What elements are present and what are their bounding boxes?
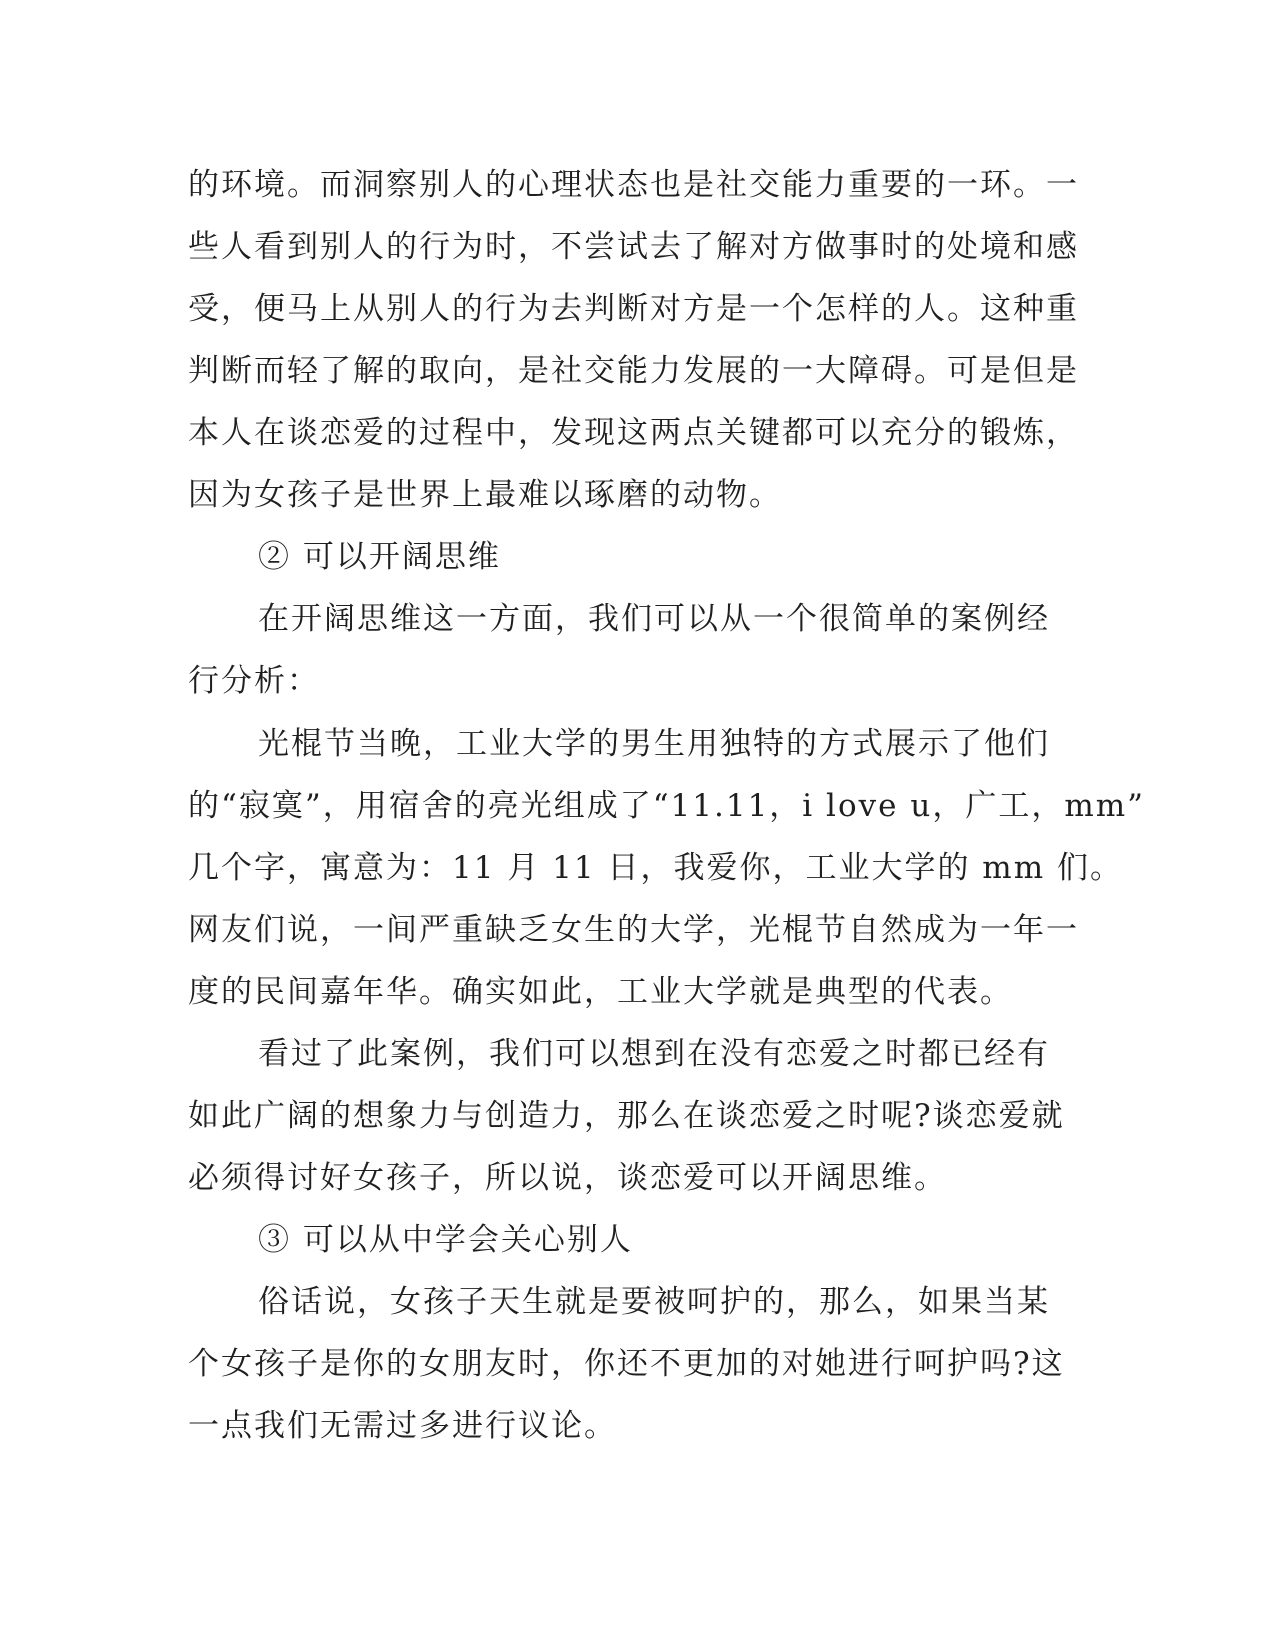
paragraph-line: 因为女孩子是世界上最难以琢磨的动物。 — [188, 477, 782, 513]
paragraph-line: 受，便马上从别人的行为去判断对方是一个怎样的人。这种重 — [188, 291, 1079, 327]
paragraph-line: 几个字，寓意为：11 月 11 日，我爱你，工业大学的 mm 们。 — [188, 850, 1123, 886]
paragraph-line: 本人在谈恋爱的过程中，发现这两点关键都可以充分的锻炼， — [188, 415, 1079, 451]
section-heading: ③ 可以从中学会关心别人 — [258, 1222, 633, 1258]
paragraph-line: 的“寂寞”，用宿舍的亮光组成了“11.11，i love u，广工，mm” — [188, 788, 1145, 824]
paragraph-line: 些人看到别人的行为时，不尝试去了解对方做事时的处境和感 — [188, 229, 1079, 265]
paragraph-line: 看过了此案例，我们可以想到在没有恋爱之时都已经有 — [258, 1036, 1050, 1072]
paragraph-line: 在开阔思维这一方面，我们可以从一个很简单的案例经 — [258, 601, 1050, 637]
paragraph-line: 一点我们无需过多进行议论。 — [188, 1408, 617, 1444]
paragraph-line: 必须得讨好女孩子，所以说，谈恋爱可以开阔思维。 — [188, 1160, 947, 1196]
paragraph-line: 网友们说，一间严重缺乏女生的大学，光棍节自然成为一年一 — [188, 912, 1079, 948]
paragraph-line: 光棍节当晚，工业大学的男生用独特的方式展示了他们 — [258, 726, 1050, 762]
paragraph-line: 行分析： — [188, 663, 320, 699]
section-heading: ② 可以开阔思维 — [258, 539, 501, 575]
paragraph-line: 如此广阔的想象力与创造力，那么在谈恋爱之时呢?谈恋爱就 — [188, 1098, 1065, 1134]
paragraph-line: 度的民间嘉年华。确实如此，工业大学就是典型的代表。 — [188, 974, 1013, 1010]
paragraph-line: 个女孩子是你的女朋友时，你还不更加的对她进行呵护吗?这 — [188, 1346, 1065, 1382]
paragraph-line: 判断而轻了解的取向，是社交能力发展的一大障碍。可是但是 — [188, 353, 1079, 389]
paragraph-line: 俗话说，女孩子天生就是要被呵护的，那么，如果当某 — [258, 1284, 1050, 1320]
paragraph-line: 的环境。而洞察别人的心理状态也是社交能力重要的一环。一 — [188, 167, 1079, 203]
